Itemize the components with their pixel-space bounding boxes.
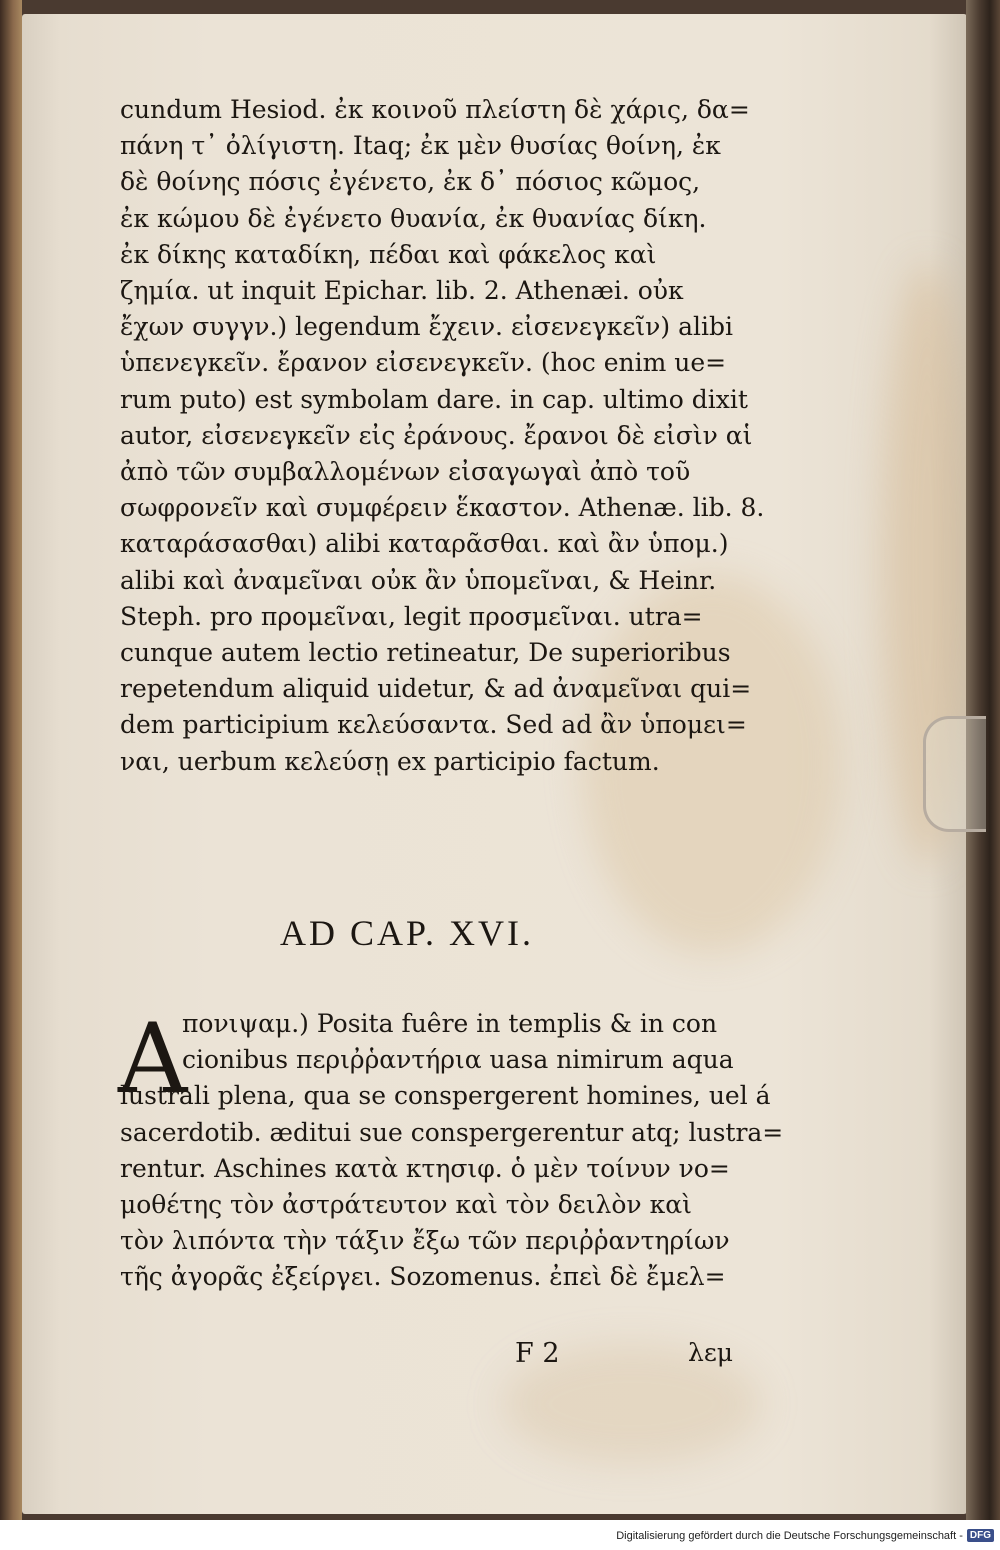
body-text-block-2 [118, 1003, 784, 1296]
text-line: ἐκ κώμου δὲ ἐγένετο θυανία, ἐκ θυανίας δίκη. [120, 203, 707, 233]
text-line: ζημία. ut inquit Epichar. lib. 2. Athenæi. οὐκ [120, 276, 684, 306]
text-line: repetendum aliquid uidetur, & ad ἀναμεῖναι qui= [120, 674, 752, 704]
text-line: lustrali plena, qua se conspergerent homines, uel á [120, 1081, 771, 1111]
text-line: cionibus περιῤῥαντήρια uasa nimirum aqua [182, 1045, 734, 1075]
text-line: rentur. Aschines κατὰ κτησιφ. ὁ μὲν τοίνυν νο= [120, 1153, 730, 1183]
digitization-credit [616, 1529, 994, 1542]
text-line: cundum Hesiod. ἐκ κοινοῦ πλείστη δὲ χάρις, δα= [120, 95, 750, 124]
text-line: τὸν λιπόντα τὴν τάξιν ἔξω τῶν περιῤῥαντηρίων [120, 1226, 730, 1256]
text-line: ἐκ δίκης καταδίκη, πέδαι καὶ φάκελος καὶ [120, 239, 657, 269]
book-spine-edge [0, 0, 22, 1520]
text-line: πάνη τ᾽ ὀλίγιστη. Itaq; ἐκ μὲν θυσίας θοίνη, ἐκ [120, 131, 721, 161]
text-line: alibi καὶ ἀναμεῖναι οὐκ ἂν ὑπομεῖναι, & Heinr. [120, 565, 717, 595]
body-text-block-1 [120, 92, 770, 780]
catchword: λεμ [688, 1338, 734, 1367]
text-line: ναι, uerbum κελεύσῃ ex participio factum. [120, 746, 660, 776]
dfg-logo-icon: DFG [967, 1529, 994, 1542]
text-line: τῆς ἀγορᾶς ἐξείργει. Sozomenus. ἐπεὶ δὲ ἔμελ= [120, 1262, 726, 1292]
page-clip [923, 716, 986, 832]
chapter-heading: AD CAP. XVI. [280, 913, 535, 953]
text-line: σωφρονεῖν καὶ συμφέρειν ἕκαστον. Athenæ. lib. 8. [120, 493, 765, 523]
text-line: μοθέτης τὸν ἀστράτευτον καὶ τὸν δειλὸν καὶ [120, 1190, 692, 1220]
text-line: ἔχων συγγν.) legendum ἔχειν. εἰσενεγκεῖν) alibi [120, 312, 733, 342]
text-line: ἀπὸ τῶν συμβαλλομένων εἰσαγωγαὶ ἀπὸ τοῦ [120, 457, 691, 487]
drop-cap: A [118, 1003, 188, 1115]
signature-mark: F 2 [515, 1338, 560, 1369]
text-line: Steph. pro προμεῖναι, legit προσμεῖναι. utra= [120, 601, 703, 631]
text-line: rum puto) est symbolam dare. in cap. ultimo dixit [120, 384, 748, 414]
text-line: sacerdotib. æditui sue conspergerentur atq; lustra= [120, 1117, 784, 1147]
text-line: ὑπενεγκεῖν. ἔρανον εἰσενεγκεῖν. (hoc enim ue= [120, 348, 727, 378]
text-line: dem participium κελεύσαντα. Sed ad ἂν ὑπομει= [120, 710, 747, 740]
text-line: autor, εἰσενεγκεῖν εἰς ἐράνους. ἔρανοι δὲ εἰσὶν αἱ [120, 420, 753, 450]
text-line: cunque autem lectio retineatur, De superioribus [120, 638, 731, 668]
text-line: δὲ θοίνης πόσις ἐγένετο, ἐκ δ᾽ πόσιος κῶμος, [120, 167, 701, 197]
text-line: πονιψαμ.) Posita fuêre in templis & in con [182, 1009, 718, 1038]
text-line: καταράσασθαι) alibi καταρᾶσθαι. καὶ ἂν ὑπομ.) [120, 529, 729, 559]
credit-text: Digitalisierung gefördert durch die Deutsche Forschungsgemeinschaft - [616, 1529, 963, 1542]
